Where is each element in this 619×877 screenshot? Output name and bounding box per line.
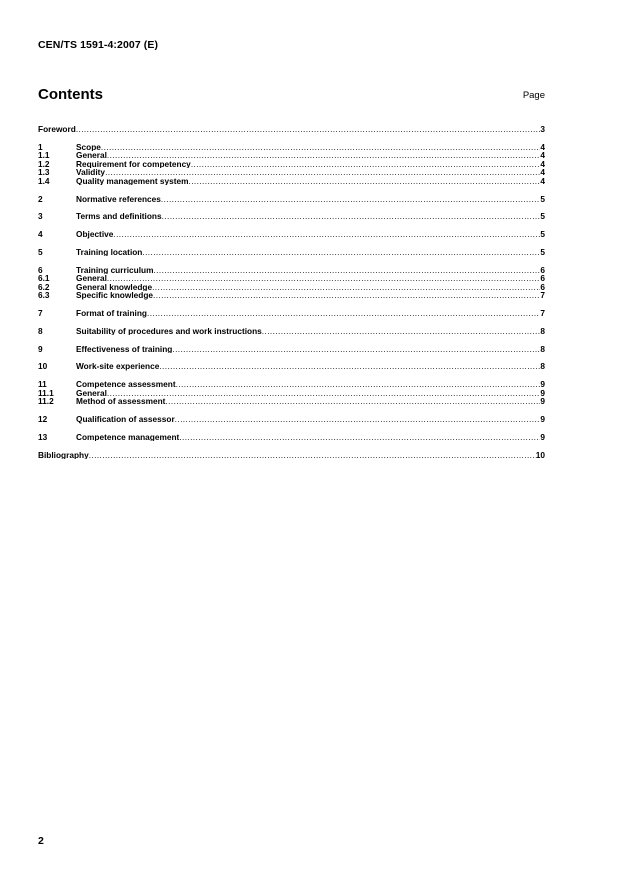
toc-entry-number: 2 <box>38 193 43 204</box>
toc-entry-title: Format of training <box>76 309 147 318</box>
toc-dot-leader <box>105 168 540 177</box>
toc-entry-line <box>76 195 545 204</box>
toc-dot-leader <box>179 433 540 442</box>
toc-entry-number: 6.1 <box>38 273 50 284</box>
toc-dot-leader <box>153 266 540 275</box>
toc-entry[interactable] <box>38 266 545 275</box>
toc-entry[interactable] <box>38 151 545 160</box>
toc-entry-line <box>76 143 545 152</box>
toc-entry-title: Bibliography <box>38 450 89 460</box>
toc-entry-title: Specific knowledge <box>76 291 153 300</box>
toc-entry-title: General knowledge <box>76 282 153 292</box>
toc-entry-title: General <box>76 274 107 283</box>
toc-dot-leader <box>189 177 541 186</box>
toc-entry[interactable] <box>38 389 545 398</box>
toc-dot-leader <box>107 151 540 160</box>
toc-entry-line <box>76 151 545 160</box>
toc-entry-number: 11.2 <box>38 396 54 407</box>
toc-entry-title: Normative references <box>76 194 161 204</box>
toc-entry[interactable] <box>38 195 545 204</box>
toc-entry-page: 5 <box>540 247 545 257</box>
toc-entry-number: 11 <box>38 379 47 390</box>
toc-entry-title: General <box>76 151 107 160</box>
toc-entry-page: 4 <box>540 168 545 177</box>
toc-entry-line <box>76 389 545 398</box>
toc-entry-page: 5 <box>540 212 545 221</box>
toc-entry-page: 8 <box>540 326 545 336</box>
toc-entry-page: 4 <box>540 176 545 186</box>
toc-entry-title: Qualification of assessor <box>76 415 175 424</box>
toc-entry-number: 1.1 <box>38 150 50 161</box>
toc-entry[interactable] <box>38 274 545 283</box>
toc-entry-page: 7 <box>540 309 545 318</box>
toc-dot-leader <box>161 195 541 204</box>
toc-entry-number: 7 <box>38 308 43 319</box>
toc-entry[interactable] <box>38 433 545 442</box>
toc-entry-line <box>76 362 545 371</box>
toc-entry[interactable] <box>38 177 545 186</box>
toc-entry-page: 6 <box>540 274 545 283</box>
toc-entry-number: 9 <box>38 343 43 354</box>
toc-entry-title: Scope <box>76 142 101 152</box>
toc-entry[interactable] <box>38 309 545 318</box>
toc-entry-number: 1.2 <box>38 158 50 169</box>
toc-entry-title: Training location <box>76 247 143 257</box>
toc-entry-page: 9 <box>540 415 545 424</box>
toc-entry-title: Quality management system <box>76 176 189 186</box>
toc-entry[interactable] <box>38 212 545 221</box>
toc-entry-line <box>38 125 545 134</box>
toc-entry-line <box>76 415 545 424</box>
toc-entry-title: Effectiveness of training <box>76 344 173 354</box>
toc-entry-number: 1.3 <box>38 167 50 178</box>
toc-entry-title: Work-site experience <box>76 362 160 371</box>
toc-entry-title: General <box>76 388 107 398</box>
toc-entry[interactable] <box>38 160 545 169</box>
toc-entry-number: 6.2 <box>38 281 50 292</box>
toc-entry-title: Terms and definitions <box>76 212 162 221</box>
toc-entry-title: Training curriculum <box>76 265 154 275</box>
toc-entry-line <box>76 433 545 442</box>
toc-entry-line <box>76 397 545 406</box>
toc-entry-page: 3 <box>540 125 545 134</box>
toc-entry[interactable] <box>38 327 545 336</box>
toc-dot-leader <box>175 415 541 424</box>
table-of-contents <box>38 125 545 459</box>
toc-dot-leader <box>152 283 540 292</box>
toc-entry-line <box>76 248 545 257</box>
toc-dot-leader <box>89 451 536 460</box>
toc-entry-page: 9 <box>540 388 545 398</box>
toc-entry[interactable] <box>38 291 545 300</box>
toc-entry[interactable] <box>38 415 545 424</box>
toc-entry[interactable] <box>38 397 545 406</box>
toc-entry-title: Requirement for competency <box>76 159 191 169</box>
toc-entry-title: Competence assessment <box>76 380 176 389</box>
toc-entry[interactable] <box>38 125 545 134</box>
toc-entry-page: 4 <box>540 142 545 152</box>
toc-dot-leader <box>107 274 540 283</box>
toc-entry-page: 5 <box>540 194 545 204</box>
toc-entry-line <box>76 212 545 221</box>
toc-dot-leader <box>142 248 540 257</box>
document-id: CEN/TS 1591-4:2007 (E) <box>38 39 159 51</box>
toc-entry-title: Competence management <box>76 432 180 442</box>
toc-entry-line <box>76 291 545 300</box>
toc-entry-page: 4 <box>540 151 545 160</box>
toc-entry-page: 7 <box>540 291 545 300</box>
toc-dot-leader <box>191 160 541 169</box>
toc-entry-line <box>76 266 545 275</box>
toc-entry-title: Foreword <box>38 125 76 134</box>
toc-entry-number: 8 <box>38 325 43 336</box>
toc-entry-title: Suitability of procedures and work instructions <box>76 326 262 336</box>
toc-entry[interactable] <box>38 143 545 152</box>
toc-entry[interactable] <box>38 283 545 292</box>
toc-entry[interactable] <box>38 362 545 371</box>
toc-dot-leader <box>176 380 541 389</box>
toc-entry[interactable] <box>38 168 545 177</box>
toc-entry-number: 6 <box>38 264 43 275</box>
toc-dot-leader <box>153 291 540 300</box>
toc-entry-page: 9 <box>540 432 545 442</box>
toc-entry-page: 9 <box>540 397 545 406</box>
toc-entry-line <box>76 274 545 283</box>
toc-entry-line <box>76 230 545 239</box>
toc-entry-page: 8 <box>540 362 545 371</box>
toc-dot-leader <box>101 143 540 152</box>
toc-dot-leader <box>147 309 540 318</box>
toc-dot-leader <box>162 212 541 221</box>
toc-entry-page: 8 <box>540 344 545 354</box>
toc-entry-line <box>76 309 545 318</box>
toc-entry[interactable] <box>38 380 545 389</box>
toc-entry[interactable] <box>38 345 545 354</box>
toc-entry-page: 6 <box>540 265 545 275</box>
toc-dot-leader <box>262 327 541 336</box>
toc-dot-leader <box>76 125 541 134</box>
toc-entry-line <box>76 380 545 389</box>
toc-dot-leader <box>165 397 540 406</box>
toc-entry-number: 4 <box>38 229 43 240</box>
toc-entry-line <box>76 283 545 292</box>
toc-entry-title: Objective <box>76 230 114 239</box>
toc-entry-title: Method of assessment <box>76 397 166 406</box>
toc-entry[interactable] <box>38 451 545 460</box>
contents-heading: Contents <box>38 86 103 103</box>
page-number: 2 <box>38 835 44 847</box>
toc-dot-leader <box>159 362 540 371</box>
page-column-label: Page <box>522 90 545 101</box>
toc-entry-page: 4 <box>540 159 545 169</box>
toc-entry-line <box>76 160 545 169</box>
toc-entry-number: 13 <box>38 431 48 442</box>
toc-entry-title: Validity <box>76 168 106 177</box>
toc-entry-line <box>76 327 545 336</box>
toc-dot-leader <box>172 345 540 354</box>
toc-entry-line <box>76 177 545 186</box>
toc-entry-page: 6 <box>540 282 545 292</box>
toc-entry[interactable] <box>38 248 545 257</box>
toc-entry-number: 6.3 <box>38 290 50 301</box>
toc-entry-number: 3 <box>38 211 43 222</box>
toc-entry-number: 1.4 <box>38 175 50 186</box>
toc-entry-page: 5 <box>540 230 545 239</box>
toc-entry[interactable] <box>38 230 545 239</box>
toc-entry-page: 10 <box>535 450 545 460</box>
toc-entry-number: 1 <box>38 141 43 152</box>
toc-entry-line <box>76 168 545 177</box>
toc-entry-line <box>76 345 545 354</box>
toc-dot-leader <box>107 389 540 398</box>
toc-entry-page: 9 <box>540 380 545 389</box>
toc-entry-number: 12 <box>38 414 48 425</box>
toc-entry-number: 10 <box>38 361 48 372</box>
toc-entry-number: 5 <box>38 246 43 257</box>
toc-dot-leader <box>113 230 540 239</box>
toc-entry-line <box>38 451 545 460</box>
toc-entry-number: 11.1 <box>38 387 54 398</box>
